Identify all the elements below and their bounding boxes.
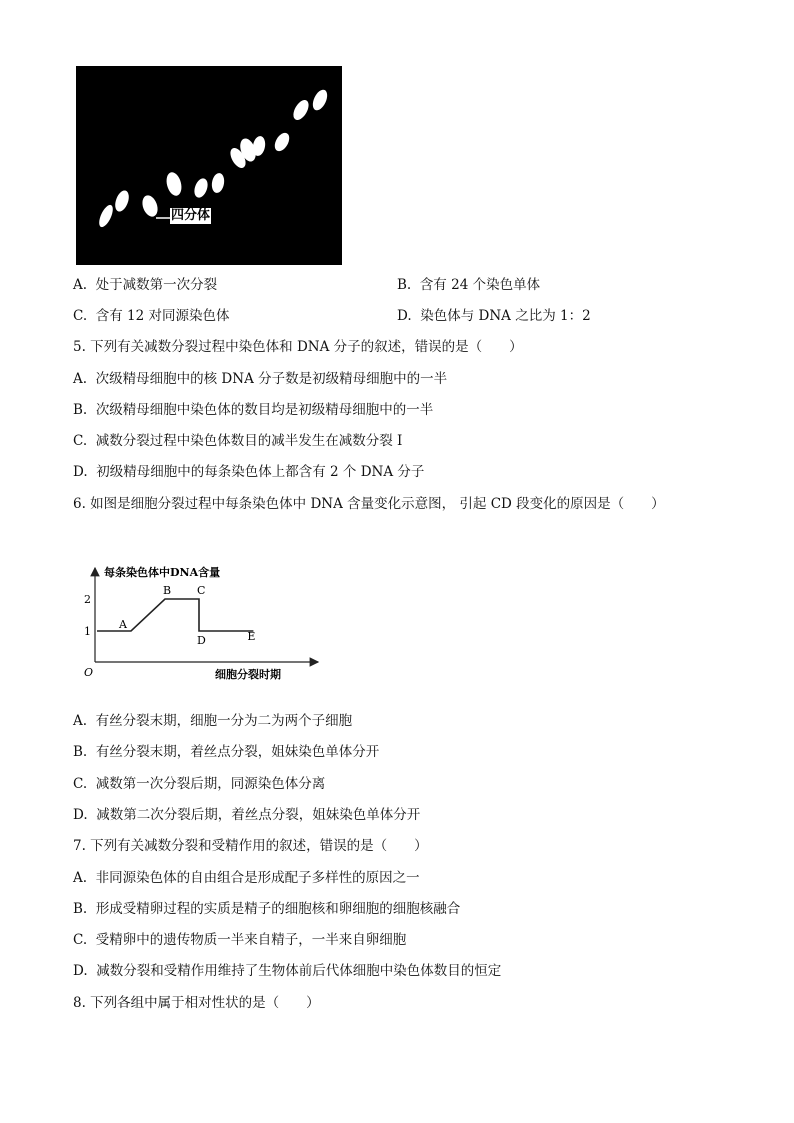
q7-option-b[interactable] <box>73 900 460 918</box>
option-key: A. <box>73 371 88 387</box>
q5-option-b[interactable] <box>73 401 433 419</box>
dna-content-chart-svg <box>80 562 330 687</box>
q4-option-d[interactable] <box>397 307 591 325</box>
option-key: A. <box>73 870 88 886</box>
point-label-b: B <box>163 584 172 597</box>
chromosome-micrograph-svg <box>76 66 342 265</box>
option-text: 减数分裂和受精作用维持了生物体前后代体细胞中染色体数目的恒定 <box>96 963 502 979</box>
y-tick-label: 2 <box>84 593 91 606</box>
point-label-e: E <box>247 630 256 643</box>
point-label-c: C <box>197 584 206 597</box>
option-text: 有丝分裂末期，着丝点分裂，姐妹染色单体分开 <box>95 744 380 760</box>
q7-option-c[interactable] <box>73 931 406 949</box>
option-text: 次级精母细胞中的核 DNA 分子数是初级精母细胞中的一半 <box>95 371 448 387</box>
q5-option-a[interactable] <box>73 370 447 388</box>
chromosome <box>140 193 161 218</box>
y-axis-label: 每条染色体中DNA含量 <box>104 566 221 579</box>
option-key: B. <box>73 901 88 917</box>
y-tick-label: 1 <box>84 625 91 638</box>
q7-option-d[interactable] <box>73 962 501 980</box>
point-label-d: D <box>197 634 206 647</box>
option-key: B. <box>397 277 412 293</box>
q6-option-a[interactable] <box>73 712 352 730</box>
option-text: 形成受精卵过程的实质是精子的细胞核和卵细胞的细胞核融合 <box>95 901 461 917</box>
option-key: D. <box>73 464 88 480</box>
option-text: 减数第一次分裂后期，同源染色体分离 <box>95 776 326 792</box>
option-key: D. <box>73 807 88 823</box>
option-text: 有丝分裂末期，细胞一分为二为两个子细胞 <box>95 713 353 729</box>
chromosome-micrograph <box>76 66 342 265</box>
q4-option-a[interactable] <box>73 276 217 294</box>
option-text: 含有 12 对同源染色体 <box>95 308 230 324</box>
chromosome <box>164 171 184 198</box>
q6-option-d[interactable] <box>73 806 420 824</box>
chromosome <box>210 172 225 194</box>
option-key: D. <box>397 308 412 324</box>
option-key: B. <box>73 744 88 760</box>
point-label-a: A <box>119 618 127 631</box>
option-text: 含有 24 个染色单体 <box>419 277 541 293</box>
q4-option-c[interactable] <box>73 307 230 325</box>
option-key: C. <box>73 932 88 948</box>
tetrad-label: 四分体 <box>171 208 211 223</box>
origin-label: O <box>84 666 94 679</box>
chromosome <box>192 177 210 200</box>
option-text: 非同源染色体的自由组合是形成配子多样性的原因之一 <box>95 870 420 886</box>
q5-option-d[interactable] <box>73 463 424 481</box>
q7-stem: 7. 下列有关减数分裂和受精作用的叙述，错误的是（ ） <box>73 838 428 854</box>
option-key: D. <box>73 963 88 979</box>
chromosome <box>290 97 311 122</box>
chromosome <box>272 130 292 153</box>
option-text: 受精卵中的遗传物质一半来自精子，一半来自卵细胞 <box>95 932 407 948</box>
q6-option-b[interactable] <box>73 743 379 761</box>
q8-stem: 8. 下列各组中属于相对性状的是（ ） <box>73 995 320 1011</box>
option-text: 减数第二次分裂后期，着丝点分裂，姐妹染色单体分开 <box>96 807 421 823</box>
x-axis-label: 细胞分裂时期 <box>215 668 281 681</box>
option-key: A. <box>73 277 88 293</box>
chromosome <box>96 203 115 229</box>
option-text: 初级精母细胞中的每条染色体上都含有 2 个 DNA 分子 <box>96 464 425 480</box>
option-text: 减数分裂过程中染色体数目的减半发生在减数分裂 I <box>95 433 403 449</box>
option-key: A. <box>73 713 88 729</box>
dna-content-chart <box>80 562 330 687</box>
q5-option-c[interactable] <box>73 432 402 450</box>
q4-option-b[interactable] <box>397 276 540 294</box>
q7-option-a[interactable] <box>73 869 420 887</box>
option-key: B. <box>73 402 88 418</box>
option-key: C. <box>73 308 88 324</box>
q6-option-c[interactable] <box>73 775 325 793</box>
chromosome <box>113 189 132 214</box>
chromosome <box>310 87 330 112</box>
option-text: 处于减数第一次分裂 <box>95 277 218 293</box>
option-text: 染色体与 DNA 之比为 1：2 <box>420 308 591 324</box>
option-text: 次级精母细胞中染色体的数目均是初级精母细胞中的一半 <box>95 402 434 418</box>
option-key: C. <box>73 433 88 449</box>
q5-stem: 5. 下列有关减数分裂过程中染色体和 DNA 分子的叙述，错误的是（ ） <box>73 339 523 355</box>
option-key: C. <box>73 776 88 792</box>
q6-stem: 6. 如图是细胞分裂过程中每条染色体中 DNA 含量变化示意图， 引起 CD 段变化的原因是（ ） <box>73 496 665 512</box>
